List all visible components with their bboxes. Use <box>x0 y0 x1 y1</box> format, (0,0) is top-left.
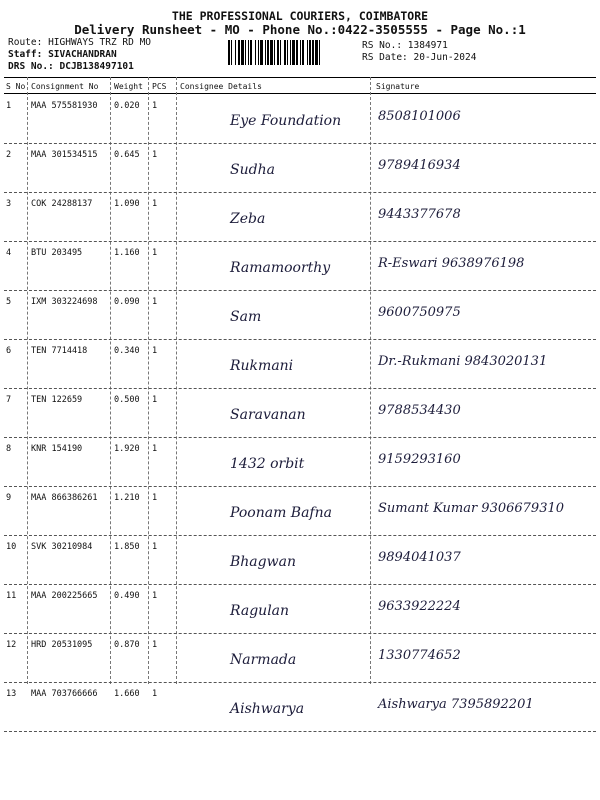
serial-number: 10 <box>6 542 17 552</box>
drs-info <box>8 61 134 72</box>
table-row <box>0 487 600 536</box>
signature-handwritten: Aishwarya 7395892201 <box>378 697 534 712</box>
runsheet-subtitle: Delivery Runsheet - MO - Phone No.:0422-3505555 - Page No.:1 <box>74 22 526 37</box>
pieces-count: 1 <box>152 444 158 454</box>
weight-value: 1.660 <box>114 689 140 699</box>
serial-number: 4 <box>6 248 12 258</box>
signature-handwritten: 9789416934 <box>378 158 461 173</box>
weight-value: 1.160 <box>114 248 140 258</box>
table-top-border <box>4 77 596 78</box>
pieces-count: 1 <box>152 199 158 209</box>
consignee-handwritten: Zeba <box>230 211 266 227</box>
signature-handwritten: Sumant Kumar 9306679310 <box>378 501 565 516</box>
table-row <box>0 291 600 340</box>
barcode <box>228 40 354 65</box>
rs-date-info <box>362 52 476 63</box>
signature-handwritten: 9788534430 <box>378 403 461 418</box>
consignment-number: MAA 575581930 <box>31 101 98 111</box>
signature-handwritten: 9159293160 <box>378 452 461 467</box>
signature-handwritten: 8508101006 <box>378 109 461 124</box>
route-info <box>8 37 151 48</box>
serial-number: 11 <box>6 591 17 601</box>
table-row <box>0 193 600 242</box>
serial-number: 8 <box>6 444 12 454</box>
consignment-number: SVK 30210984 <box>31 542 93 552</box>
table-row <box>0 95 600 144</box>
pieces-count: 1 <box>152 640 158 650</box>
table-row <box>0 340 600 389</box>
consignee-handwritten: Aishwarya <box>230 701 305 717</box>
drs-value: DCJB138497101 <box>59 61 134 72</box>
consignee-handwritten: Ragulan <box>230 603 290 619</box>
weight-value: 0.500 <box>114 395 140 405</box>
consignee-handwritten: Bhagwan <box>230 554 296 570</box>
consignment-number: MAA 703766666 <box>31 689 98 699</box>
consignment-number: HRD 20531095 <box>31 640 93 650</box>
staff-value: SIVACHANDRAN <box>48 49 117 60</box>
signature-handwritten: R-Eswari 9638976198 <box>378 256 525 271</box>
serial-number: 2 <box>6 150 12 160</box>
consignee-handwritten: Narmada <box>230 652 297 668</box>
weight-value: 0.490 <box>114 591 140 601</box>
pieces-count: 1 <box>152 150 158 160</box>
consignee-handwritten: Ramamoorthy <box>230 260 331 276</box>
consignment-number: BTU 203495 <box>31 248 83 258</box>
signature-handwritten: 9633922224 <box>378 599 461 614</box>
pieces-count: 1 <box>152 542 158 552</box>
consignment-number: TEN 7714418 <box>31 346 88 356</box>
rs-no-info <box>362 40 448 51</box>
col-header-sno: S No <box>6 82 26 91</box>
serial-number: 6 <box>6 346 12 356</box>
weight-value: 1.090 <box>114 199 140 209</box>
table-row <box>0 389 600 438</box>
consignee-handwritten: Poonam Bafna <box>230 505 332 521</box>
pieces-count: 1 <box>152 297 158 307</box>
table-header-border <box>4 93 596 94</box>
drs-label: DRS No.: <box>8 61 54 72</box>
route-value: HIGHWAYS TRZ RD MO <box>48 37 152 48</box>
consignment-number: MAA 301534515 <box>31 150 98 160</box>
weight-value: 1.210 <box>114 493 140 503</box>
barcode-bar <box>320 40 322 65</box>
signature-handwritten: 9600750975 <box>378 305 461 320</box>
col-header-consignment: Consignment No <box>31 82 99 91</box>
pieces-count: 1 <box>152 248 158 258</box>
serial-number: 9 <box>6 493 12 503</box>
weight-value: 1.850 <box>114 542 140 552</box>
consignee-handwritten: Saravanan <box>230 407 306 423</box>
consignment-number: KNR 154190 <box>31 444 83 454</box>
consignment-number: MAA 200225665 <box>31 591 98 601</box>
table-row <box>0 683 600 732</box>
rs-date-value: 20-Jun-2024 <box>413 52 477 63</box>
consignment-number: COK 24288137 <box>31 199 93 209</box>
serial-number: 13 <box>6 689 17 699</box>
signature-handwritten: 9894041037 <box>378 550 461 565</box>
consignment-number: TEN 122659 <box>31 395 83 405</box>
serial-number: 12 <box>6 640 17 650</box>
consignment-number: MAA 866386261 <box>31 493 98 503</box>
rs-no-value: 1384971 <box>407 40 448 51</box>
pieces-count: 1 <box>152 591 158 601</box>
pieces-count: 1 <box>152 395 158 405</box>
staff-info <box>8 49 117 60</box>
table-row <box>0 144 600 193</box>
signature-handwritten: 1330774652 <box>378 648 461 663</box>
table-row <box>0 438 600 487</box>
consignee-handwritten: Sudha <box>230 162 275 178</box>
table-row <box>0 242 600 291</box>
weight-value: 0.870 <box>114 640 140 650</box>
col-header-signature: Signature <box>376 82 420 91</box>
weight-value: 1.920 <box>114 444 140 454</box>
staff-label: Staff: <box>8 49 43 60</box>
weight-value: 0.020 <box>114 101 140 111</box>
table-row <box>0 634 600 683</box>
consignee-handwritten: 1432 orbit <box>230 456 305 472</box>
col-header-weight: Weight <box>114 82 143 91</box>
row-separator <box>4 731 596 732</box>
weight-value: 0.340 <box>114 346 140 356</box>
signature-handwritten: Dr.-Rukmani 9843020131 <box>378 354 548 369</box>
rs-date-label: RS Date: <box>362 52 408 63</box>
pieces-count: 1 <box>152 493 158 503</box>
weight-value: 0.090 <box>114 297 140 307</box>
serial-number: 1 <box>6 101 12 111</box>
weight-value: 0.645 <box>114 150 140 160</box>
pieces-count: 1 <box>152 689 158 699</box>
pieces-count: 1 <box>152 101 158 111</box>
signature-handwritten: 9443377678 <box>378 207 461 222</box>
route-label: Route: <box>8 37 43 48</box>
company-title: THE PROFESSIONAL COURIERS, COIMBATORE <box>171 9 429 23</box>
serial-number: 7 <box>6 395 12 405</box>
consignee-handwritten: Eye Foundation <box>230 113 342 129</box>
consignee-handwritten: Rukmani <box>230 358 294 374</box>
table-row <box>0 585 600 634</box>
table-row <box>0 536 600 585</box>
consignee-handwritten: Sam <box>230 309 262 325</box>
col-header-consignee: Consignee Details <box>180 82 262 91</box>
serial-number: 5 <box>6 297 12 307</box>
serial-number: 3 <box>6 199 12 209</box>
consignment-number: IXM 303224698 <box>31 297 98 307</box>
col-header-pcs: PCS <box>152 82 167 91</box>
pieces-count: 1 <box>152 346 158 356</box>
rs-no-label: RS No.: <box>362 40 403 51</box>
